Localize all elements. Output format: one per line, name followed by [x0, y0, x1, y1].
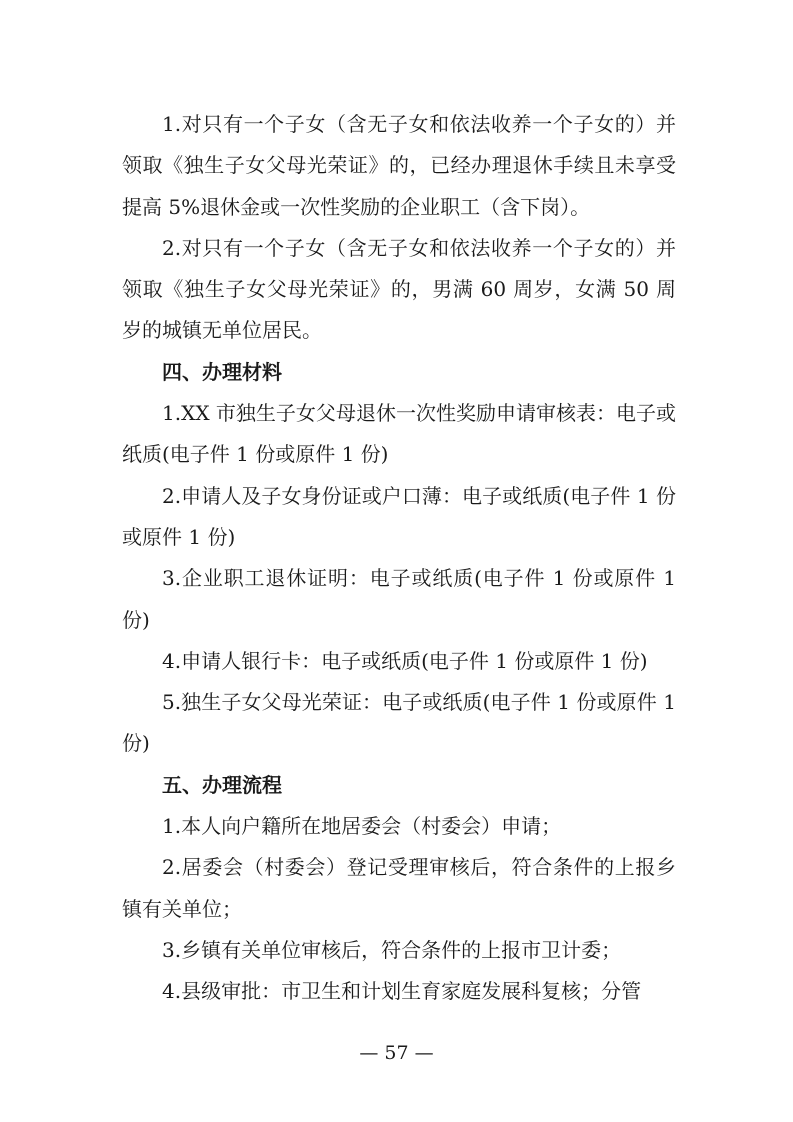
process-step-3: 3.乡镇有关单位审核后，符合条件的上报市卫计委； [162, 937, 622, 962]
page-number: — 57 — [359, 1042, 434, 1064]
eligibility-item-2: 2.对只有一个子女（含无子女和依法收养一个子女的）并领取《独生子女父母光荣证》的，男满 60 周岁，女满 50 周岁的城镇无单位居民。 [122, 235, 676, 343]
material-item-3: 3.企业职工退休证明：电子或纸质(电子件 1 份或原件 1 份) [122, 566, 676, 632]
process-step-4: 4.县级审批：市卫生和计划生育家庭发展科复核；分管 [162, 979, 642, 1004]
eligibility-item-1: 1.对只有一个子女（含无子女和依法收养一个子女的）并领取《独生子女父母光荣证》的，已经办理退休手续且未享受提高 5%退休金或一次性奖励的企业职工（含下岗）。 [122, 112, 676, 219]
material-item-5: 5.独生子女父母光荣证：电子或纸质(电子件 1 份或原件 1 份) [122, 690, 676, 756]
process-step-2: 2.居委会（村委会）登记受理审核后，符合条件的上报乡镇有关单位； [122, 855, 676, 921]
material-item-1: 1.XX 市独生子女父母退休一次性奖励申请审核表：电子或纸质(电子件 1 份或原件 1 份) [122, 401, 676, 467]
section-heading-materials: 四、办理材料 [162, 359, 282, 384]
process-step-1: 1.本人向户籍所在地居委会（村委会）申请； [162, 814, 562, 839]
material-item-2: 2.申请人及子女身份证或户口薄：电子或纸质(电子件 1 份或原件 1 份) [122, 483, 676, 549]
document-body [122, 104, 676, 1013]
material-item-4: 4.申请人银行卡：电子或纸质(电子件 1 份或原件 1 份) [162, 648, 648, 673]
section-heading-process: 五、办理流程 [162, 772, 282, 797]
